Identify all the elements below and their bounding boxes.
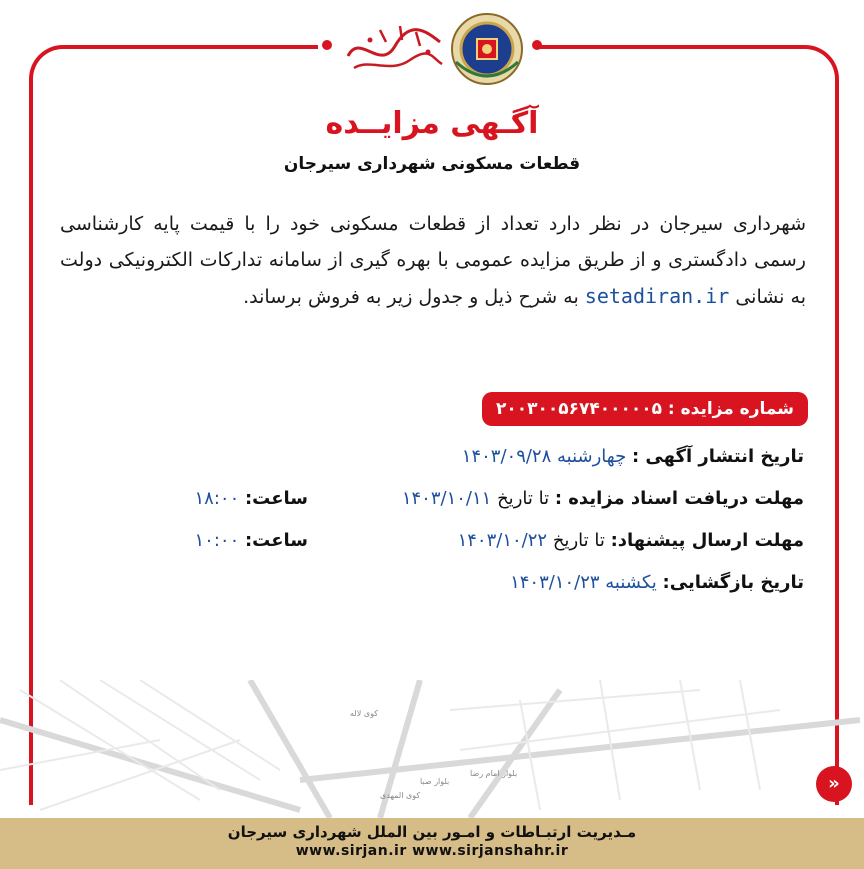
publish-date-value: چهارشنبه ۱۴۰۳/۰۹/۲۸: [461, 446, 627, 467]
street-map-background: [0, 680, 864, 818]
frame-dot-left: [322, 40, 332, 50]
submit-offer-until: تا تاریخ: [552, 530, 605, 551]
map-label-saba: بلوار صبا: [420, 777, 450, 786]
sirjan-script-logo: [340, 12, 448, 84]
submit-offer-label: مهلت ارسال پیشنهاد:: [610, 530, 804, 551]
map-label-almahdi: کوی المهدی: [380, 791, 421, 800]
receive-docs-time-value: ۱۸:۰۰: [194, 488, 240, 509]
page-subtitle: قطعات مسکونی شهرداری سیرجان: [283, 154, 581, 174]
receive-docs-row: [402, 488, 804, 509]
sirjan-municipality-emblem-icon: [450, 12, 524, 86]
double-chevron-right-icon: »: [828, 773, 840, 794]
publish-date-row: [462, 446, 804, 467]
receive-docs-date: ۱۴۰۳/۱۰/۱۱: [401, 488, 492, 509]
map-label-imam-reza: بلوار امام رضا: [470, 769, 518, 778]
frame-dot-right: [532, 40, 542, 50]
receive-docs-until: تا تاریخ: [497, 488, 550, 509]
intro-text-part1: شهرداری سیرجان در نظر دارد تعداد از قطعات مسکونی خود را با قیمت پایه کارشناسی رسمی دادگستری و از طریق مزایده عمومی با بهره گیری از سامانه تدارکات الکترونیکی دولت به نشانی: [60, 213, 806, 308]
submit-offer-time: [195, 530, 309, 551]
footer-bar: [0, 818, 864, 869]
submit-offer-time-label: ساعت:: [244, 530, 308, 551]
header-logos: [340, 8, 530, 86]
receive-docs-time: [195, 488, 309, 509]
intro-text-part2: به شرح ذیل و جدول زیر به فروش برساند.: [243, 286, 585, 308]
footer-department: مـدیریت ارتبـاطات و امـور بین الملل شهرداری سیرجان: [227, 823, 637, 841]
submit-offer-date: ۱۴۰۳/۱۰/۲۲: [457, 530, 548, 551]
opening-date-label: تاریخ بازگشایی:: [662, 572, 804, 593]
auction-number-badge: شماره مزایده : ۲۰۰۳۰۰۵۶۷۴۰۰۰۰۰۵: [482, 392, 808, 426]
publish-date-label: تاریخ انتشار آگهی :: [631, 446, 804, 467]
receive-docs-time-label: ساعت:: [244, 488, 308, 509]
next-page-button[interactable]: [816, 766, 852, 802]
footer-websites[interactable]: www.sirjan.ir www.sirjanshahr.ir: [295, 843, 569, 859]
submit-offer-time-value: ۱۰:۰۰: [194, 530, 240, 551]
intro-paragraph: [60, 206, 806, 315]
receive-docs-label: مهلت دریافت اسناد مزایده :: [554, 488, 804, 509]
opening-date-row: [510, 572, 804, 593]
map-label-laleh: کوی لاله: [350, 709, 379, 718]
setadiran-link[interactable]: setadiran.ir: [584, 284, 730, 308]
page-title: آگـهی مزایــده: [325, 106, 539, 141]
submit-offer-row: [458, 530, 804, 551]
opening-date-value: یکشنبه ۱۴۰۳/۱۰/۲۳: [510, 572, 657, 593]
